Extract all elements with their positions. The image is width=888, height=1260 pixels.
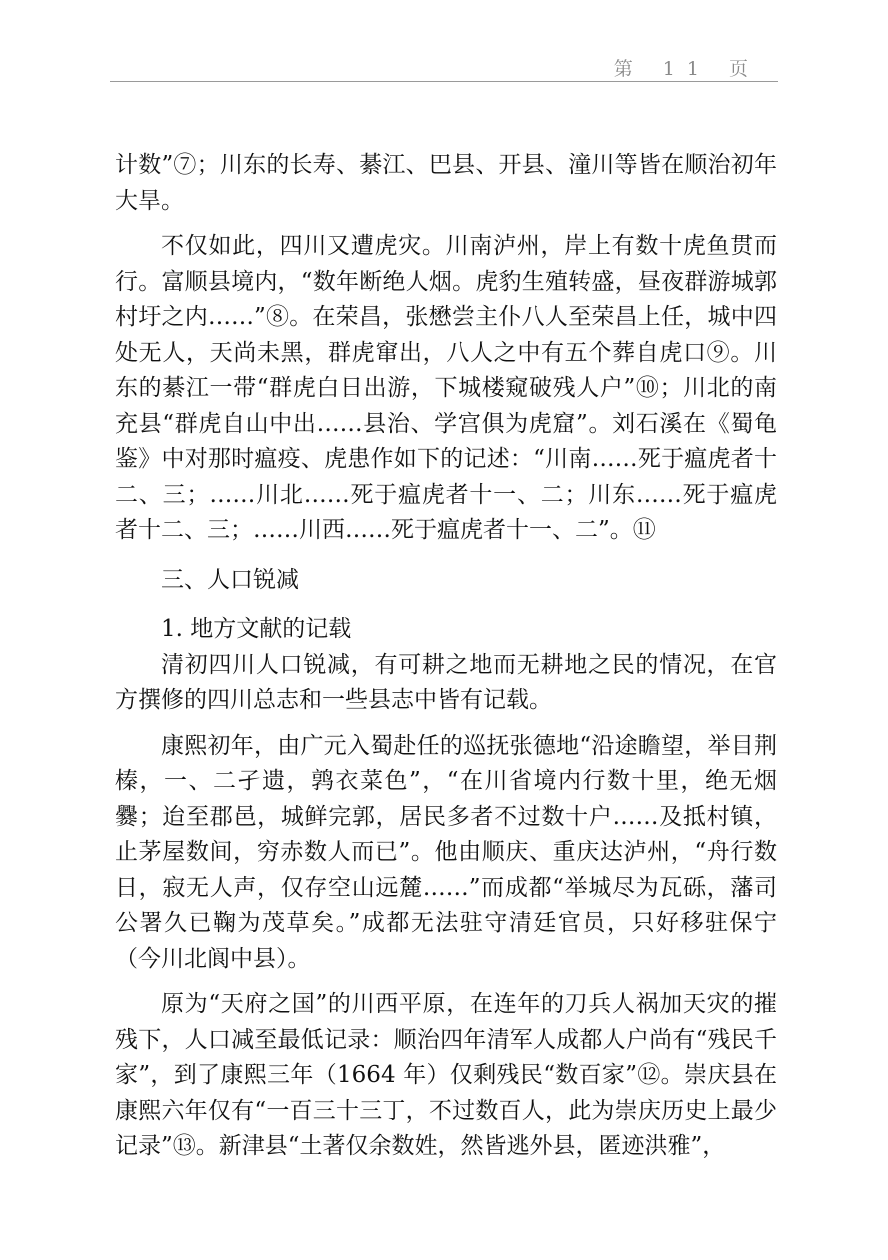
paragraph-tiger-disaster: 不仅如此，四川又遭虎灾。川南泸州，岸上有数十虎鱼贯而行。富顺县境内，“数年断绝人烟。虎豹生殖转盛，昼夜群游城郭村圩之内……”⑧。在荣昌，张懋尝主仆八人至荣昌上任，城中四处无人，天尚未黑，群虎窜出，八人之中有五个葬自虎口⑨。川东的綦江一带“群虎白日出游，下城楼窥破残人户”⑩；川北的南充县“群虎自山中出……县治、学宫俱为虎窟”。刘石溪在《蜀龟鉴》中对那时瘟疫、虎患作如下的记述：“川南……死于瘟虎者十二、三；……川北……死于瘟虎者十一、二；川东……死于瘟虎者十二、三；……川西……死于瘟虎者十一、二”。⑪	[115, 233, 777, 543]
paragraph-chengdu-plain: 原为“天府之国”的川西平原，在连年的刀兵人祸加天灾的摧残下，人口减至最低记录：顺治四年清军人成都人户尚有“残民千家”，到了康熙三年（1664 年）仅剩残民“数百家”⑫。崇庆县在康熙六年仅有“一百三十三丁，不过数百人，此为崇庆历史上最少记录”⑬。新津县“土著仅余数姓，然皆逃外县，匿迹洪雅”，	[115, 991, 777, 1159]
spacer	[115, 219, 777, 229]
section-heading-population-decline: 三、人口锐减	[161, 566, 299, 593]
paragraph-local-records: 清初四川人口锐减，有可耕之地而无耕地之民的情况，在官方撰修的四川总志和一些县志中皆有记载。	[115, 651, 777, 713]
spacer	[115, 549, 777, 563]
page-header	[0, 50, 888, 84]
subsection-heading-local-records: 1. 地方文献的记载	[161, 616, 352, 642]
page-number: 第 11 页	[613, 58, 760, 80]
spacer	[115, 977, 777, 987]
document-body	[115, 148, 777, 1165]
paragraph-kangxi-governor: 康熙初年，由广元入蜀赴任的巡抚张德地“沿途瞻望，举目荆榛，一、二孑遗，鹑衣菜色”，“在川省境内行数十里，绝无烟爨；迨至郡邑，城鲜完郭，居民多者不过数十户……及抵村镇，止茅屋数间，穷赤数人而已”。他由顺庆、重庆达泸州，“舟行数日，寂无人声，仅存空山远麓……”而成都“举城尽为瓦砾，藩司公署久已鞠为茂草矣。”成都无法驻守清廷官员，只好移驻保宁（今川北阆中县）。	[115, 732, 777, 972]
paragraph-drought-end: 计数”⑦；川东的长寿、綦江、巴县、开县、潼川等皆在顺治初年大旱。	[115, 152, 777, 214]
spacer	[115, 598, 777, 612]
header-rule	[110, 81, 778, 82]
spacer	[115, 719, 777, 729]
